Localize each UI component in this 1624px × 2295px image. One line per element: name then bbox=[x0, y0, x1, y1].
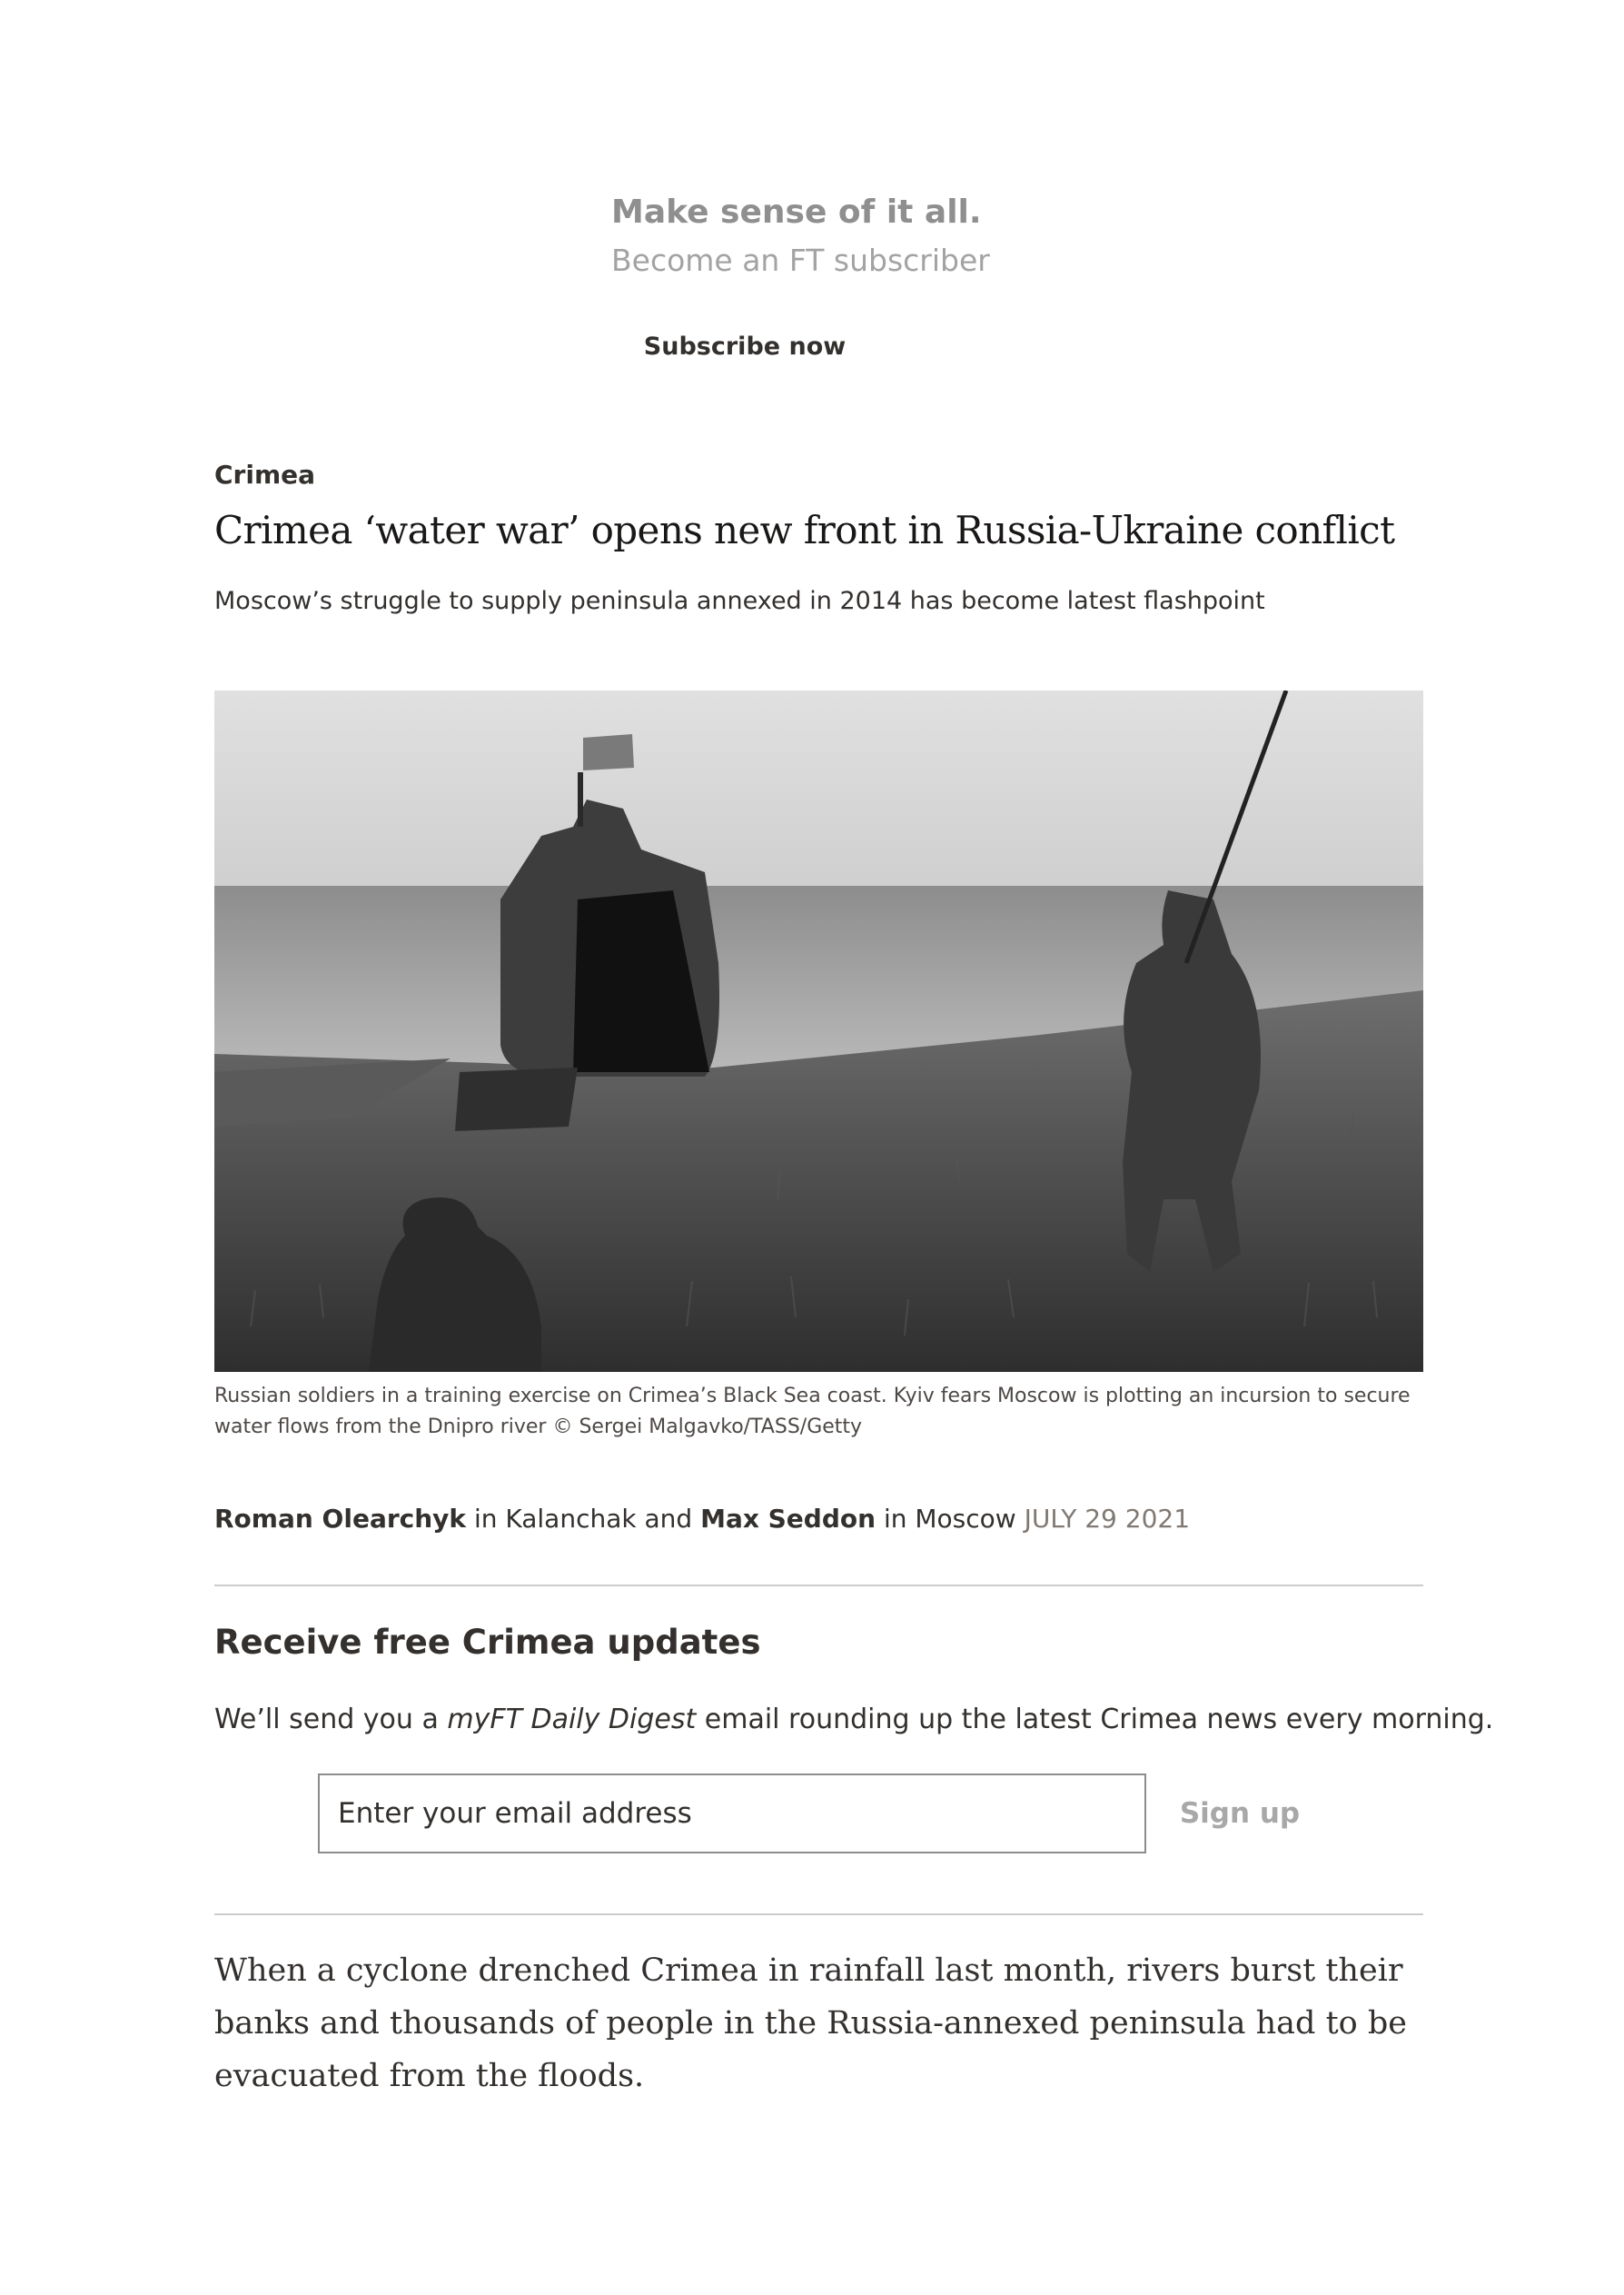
updates-text-after: email rounding up the latest Crimea news every morning. bbox=[696, 1704, 1494, 1735]
email-input[interactable]: Enter your email address bbox=[318, 1773, 1146, 1853]
byline-location-2: in Moscow bbox=[876, 1504, 1025, 1534]
hero-photo bbox=[214, 690, 1423, 1372]
article-standfirst: Moscow’s struggle to supply peninsula annexed in 2014 has become latest flashpoint bbox=[214, 587, 1265, 615]
promo-title: Make sense of it all. bbox=[611, 194, 982, 231]
topic-tag[interactable]: Crimea bbox=[214, 460, 316, 490]
myft-daily-digest-text: myFT Daily Digest bbox=[447, 1704, 697, 1735]
image-caption: Russian soldiers in a training exercise on Crimea’s Black Sea coast. Kyiv fears Moscow is plotting an incursion to secure water flows from the Dnipro river © Sergei Malgavko/TASS/Getty bbox=[214, 1385, 1411, 1438]
updates-text-before: We’ll send you a bbox=[214, 1704, 448, 1735]
byline bbox=[214, 1499, 1423, 1539]
subscribe-now-button[interactable]: Subscribe now bbox=[643, 332, 847, 361]
article-first-paragraph: When a cyclone drenched Crimea in rainfall last month, rivers burst their banks and thousands of people in the Russia-annexed peninsula had to be evacuated from the floods. bbox=[214, 1952, 1407, 2094]
author-link-1[interactable]: Roman Olearchyk bbox=[214, 1504, 467, 1534]
article-headline: Crimea ‘water war’ opens new front in Russia-Ukraine conflict bbox=[214, 508, 1395, 552]
publish-date: JULY 29 2021 bbox=[1024, 1504, 1191, 1534]
author-link-2[interactable]: Max Seddon bbox=[700, 1504, 876, 1534]
divider-top bbox=[214, 1585, 1423, 1586]
byline-location-1: in Kalanchak and bbox=[466, 1504, 701, 1534]
sign-up-button[interactable]: Sign up bbox=[1179, 1797, 1301, 1830]
subscribe-promo bbox=[611, 186, 1029, 283]
updates-title: Receive free Crimea updates bbox=[214, 1623, 761, 1662]
divider-bottom bbox=[214, 1913, 1423, 1915]
updates-description bbox=[214, 1699, 1494, 1741]
promo-subtitle: Become an FT subscriber bbox=[611, 243, 990, 278]
hero-image bbox=[214, 690, 1423, 1372]
